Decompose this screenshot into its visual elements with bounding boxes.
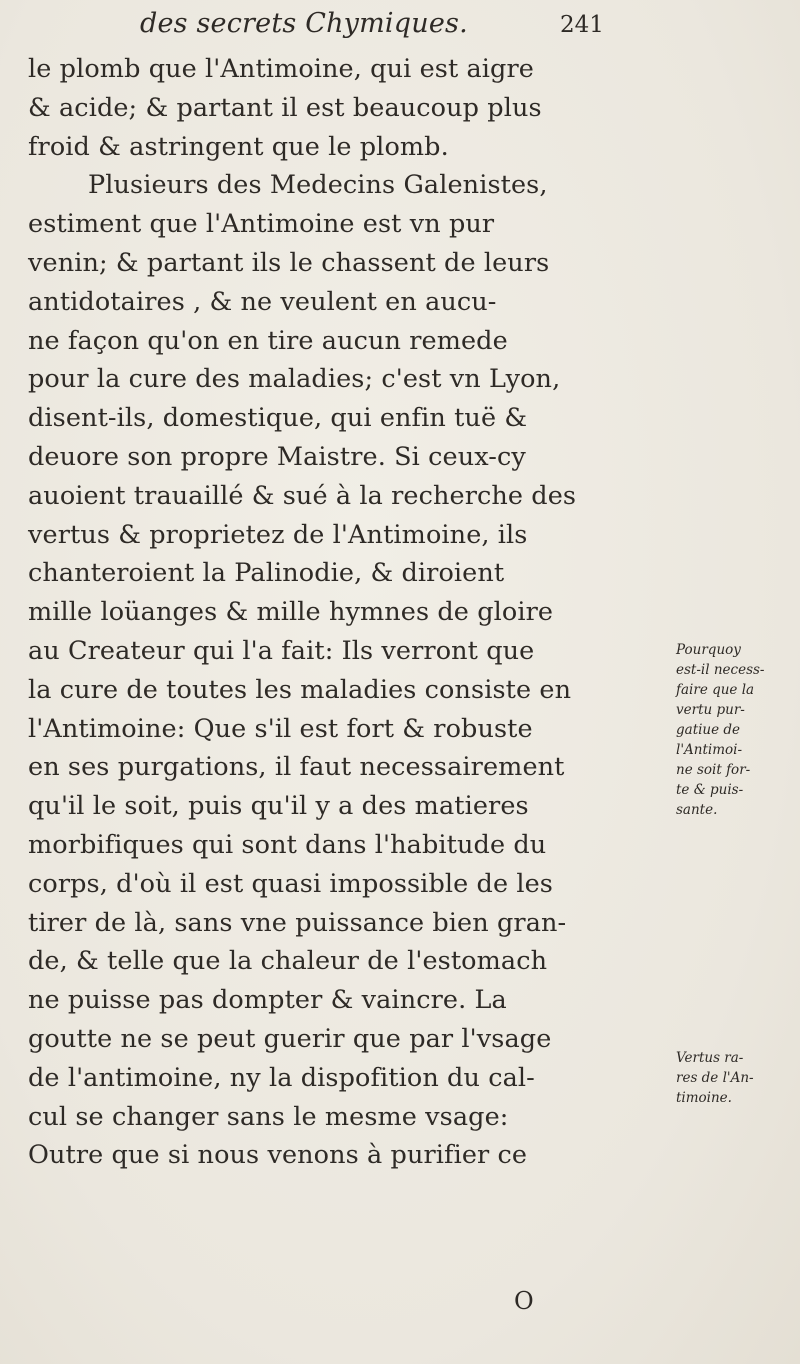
text-line: ne façon qu'on en tire aucun remede: [28, 325, 508, 356]
margin-note-line: faire que la: [676, 682, 755, 698]
text-line: la cure de toutes les maladies consiste en: [28, 674, 572, 705]
text-line: l'Antimoine: Que s'il est fort & robuste: [28, 713, 533, 744]
text-line: morbifiques qui sont dans l'habitude du: [28, 829, 547, 860]
text-line: cul se changer sans le mesme vsage:: [28, 1101, 509, 1132]
margin-note-purgative-virtue: [676, 640, 800, 820]
margin-note-line: res de l'An-: [676, 1070, 754, 1086]
margin-note-line: vertu pur-: [676, 702, 745, 718]
catchword: O: [514, 1287, 534, 1315]
margin-note-line: Pourquoy: [676, 642, 741, 658]
margin-note-line: timoine.: [676, 1090, 732, 1106]
text-line: corps, d'où il est quasi impossible de les: [28, 868, 553, 899]
text-line: goutte ne se peut guerir que par l'vsage: [28, 1023, 552, 1054]
text-line: froid & astringent que le plomb.: [28, 131, 449, 162]
margin-note-rare-virtues: [676, 1048, 800, 1108]
page-header: [140, 8, 640, 48]
text-line: venin; & partant ils le chassent de leurs: [28, 247, 550, 278]
margin-note-line: est-il necess-: [676, 662, 765, 678]
text-line: vertus & proprietez de l'Antimoine, ils: [28, 519, 528, 550]
text-line: ne puisse pas dompter & vaincre. La: [28, 985, 507, 1016]
margin-note-line: l'Antimoi-: [676, 742, 743, 758]
margin-note-line: sante.: [676, 802, 718, 818]
text-line: pour la cure des maladies; c'est vn Lyon,: [28, 364, 561, 395]
text-line: de l'antimoine, ny la dispofition du cal-: [28, 1062, 535, 1093]
margin-note-line: te & puis-: [676, 782, 744, 798]
text-line: disent-ils, domestique, qui enfin tuë &: [28, 403, 528, 434]
margin-note-line: ne soit for-: [676, 762, 751, 778]
body-text: [28, 50, 668, 1175]
text-line: mille loüanges & mille hymnes de gloire: [28, 597, 554, 628]
text-line: estiment que l'Antimoine est vn pur: [28, 209, 495, 240]
text-line: auoient trauaillé & sué à la recherche des: [28, 480, 577, 511]
text-line: tirer de là, sans vne puissance bien gran-: [28, 907, 567, 938]
text-line: deuore son propre Maistre. Si ceux-cy: [28, 441, 526, 472]
text-line: le plomb que l'Antimoine, qui est aigre: [28, 54, 534, 84]
text-line: au Createur qui l'a fait: Ils verront que: [28, 635, 535, 666]
text-line: qu'il le soit, puis qu'il y a des matieres: [28, 791, 529, 822]
text-line: Outre que si nous venons à purifier ce: [28, 1140, 528, 1171]
running-title: des secrets Chymiques.: [140, 8, 468, 39]
text-line: de, & telle que la chaleur de l'estomach: [28, 946, 548, 977]
text-line: & acide; & partant il est beaucoup plus: [28, 92, 542, 123]
paragraph-start-line: Plusieurs des Medecins Galenistes,: [88, 170, 548, 201]
text-line: en ses purgations, il faut necessairement: [28, 752, 565, 783]
margin-note-line: gatiue de: [676, 722, 741, 738]
text-line: antidotaires , & ne veulent en aucu-: [28, 286, 497, 317]
margin-note-line: Vertus ra-: [676, 1050, 744, 1066]
page-number: 241: [560, 12, 604, 38]
text-line: chanteroient la Palinodie, & diroient: [28, 558, 505, 589]
